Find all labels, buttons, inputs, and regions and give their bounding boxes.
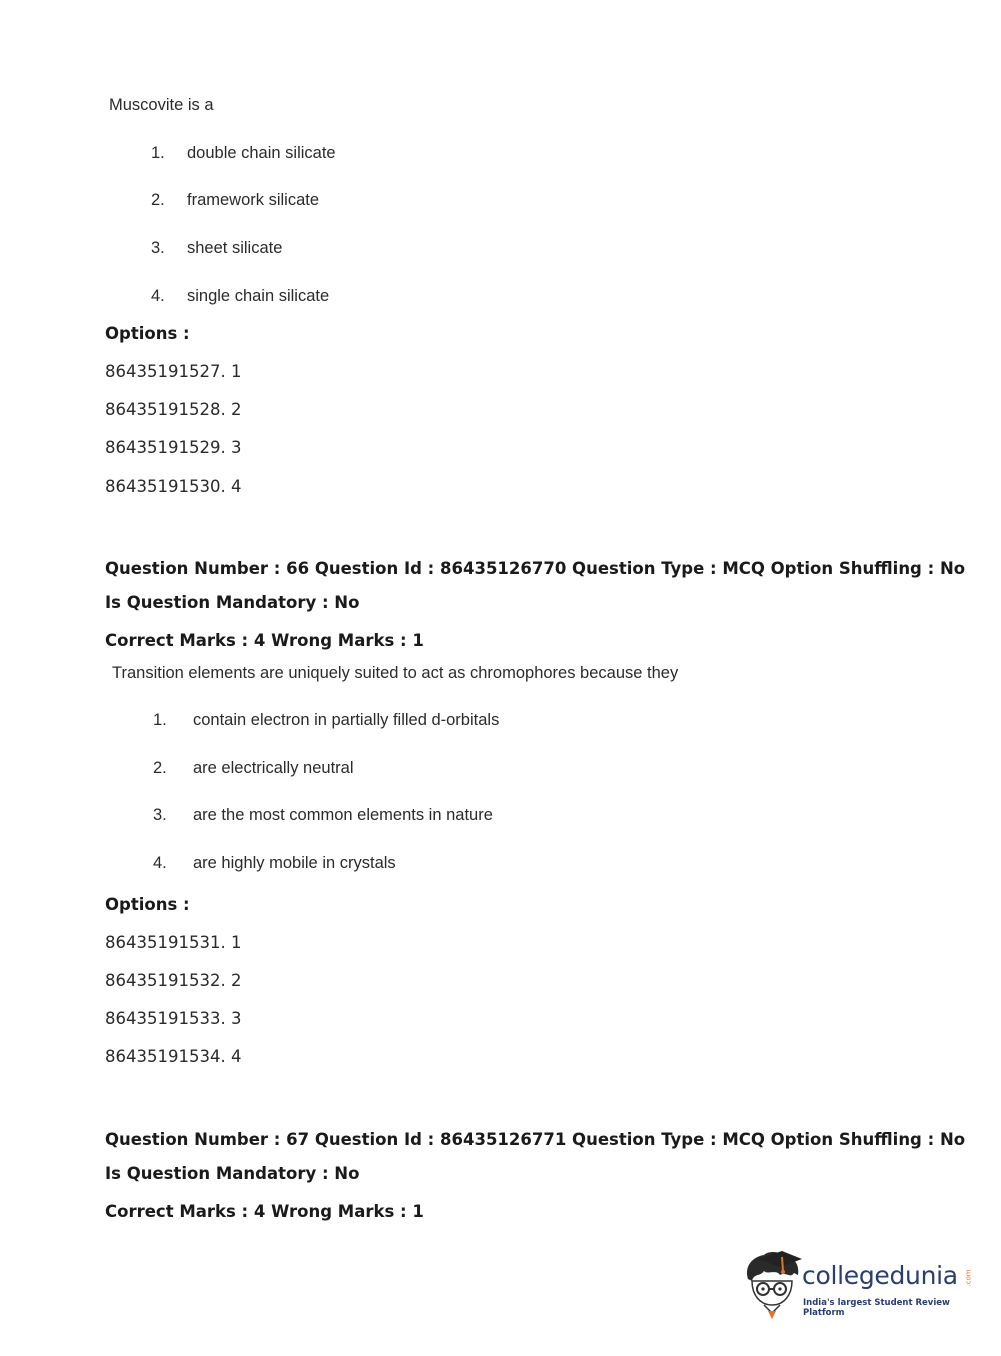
logo-wordmark: collegedunia <box>802 1261 958 1290</box>
logo-tagline: India's largest Student Review Platform <box>803 1298 950 1318</box>
q66-choice-4: 4. are highly mobile in crystals <box>153 854 396 872</box>
q66-choice-3: 3. are the most common elements in nature <box>153 806 493 824</box>
q65-options-label: Options : <box>105 324 190 343</box>
q66-choice-2: 2. are electrically neutral <box>153 759 354 777</box>
q67-header: Question Number : 67 Question Id : 86435126771 Question Type : MCQ Option Shuffling : No <box>105 1130 966 1149</box>
q65-option-3: 86435191529. 3 <box>105 438 242 457</box>
q67-mandatory: Is Question Mandatory : No <box>105 1164 360 1183</box>
q66-options-label: Options : <box>105 895 190 914</box>
q65-choice-2: 2. framework silicate <box>151 191 320 209</box>
q66-option-2: 86435191532. 2 <box>105 971 242 990</box>
q66-marks: Correct Marks : 4 Wrong Marks : 1 <box>105 631 424 650</box>
q65-choice-4: 4. single chain silicate <box>151 287 330 305</box>
logo-com: .com <box>964 1269 973 1287</box>
q66-option-1: 86435191531. 1 <box>105 933 242 952</box>
q65-option-2: 86435191528. 2 <box>105 400 242 419</box>
q65-option-1: 86435191527. 1 <box>105 362 242 381</box>
question-66-stem: Transition elements are uniquely suited to act as chromophores because they <box>112 664 679 682</box>
question-65-stem: Muscovite is a <box>109 96 214 114</box>
q66-mandatory: Is Question Mandatory : No <box>105 593 360 612</box>
q66-choice-1: 1. contain electron in partially filled d-orbitals <box>153 711 500 729</box>
q65-choice-1: 1. double chain silicate <box>151 144 336 162</box>
q67-marks: Correct Marks : 4 Wrong Marks : 1 <box>105 1202 424 1221</box>
mascot-icon <box>742 1249 804 1319</box>
collegedunia-logo <box>742 1249 972 1319</box>
q66-header: Question Number : 66 Question Id : 86435126770 Question Type : MCQ Option Shuffling : No <box>105 559 966 578</box>
q65-option-4: 86435191530. 4 <box>105 477 242 496</box>
q65-choice-3: 3. sheet silicate <box>151 239 283 257</box>
q66-option-3: 86435191533. 3 <box>105 1009 242 1028</box>
q66-option-4: 86435191534. 4 <box>105 1047 242 1066</box>
